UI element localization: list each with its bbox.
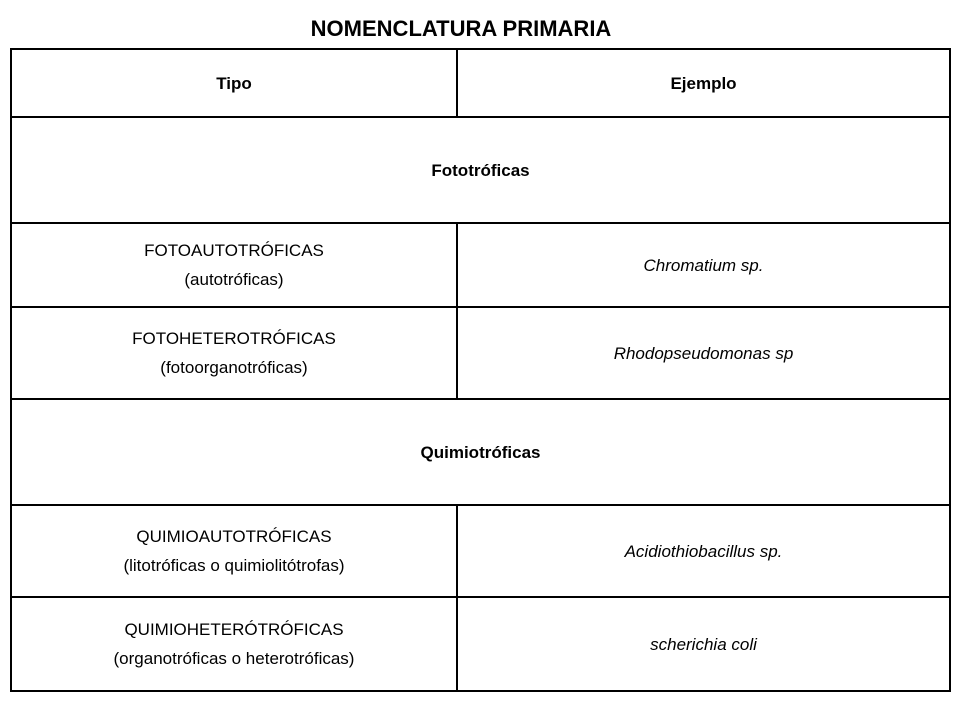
type-alias: (litotróficas o quimiolitótrofas) [123,556,345,575]
type-cell [11,223,457,307]
table-row [11,505,950,597]
type-cell [11,505,457,597]
section-label-fototroficas: Fototróficas [11,117,950,223]
example-cell: Chromatium sp. [457,223,950,307]
type-alias: (autotróficas) [184,270,284,289]
example-cell: scherichia coli [457,597,950,691]
type-name: FOTOAUTOTRÓFICAS [144,241,324,260]
type-name: QUIMIOAUTOTRÓFICAS [136,527,332,546]
type-name: QUIMIOHETERÓTRÓFICAS [124,620,344,639]
type-name: FOTOHETEROTRÓFICAS [132,329,336,348]
section-row-fototroficas [11,117,950,223]
table-row [11,307,950,399]
type-alias: (fotoorganotróficas) [160,358,308,377]
type-cell [11,597,457,691]
type-alias: (organotróficas o heterotróficas) [113,649,355,668]
page-title: NOMENCLATURA PRIMARIA [310,16,612,41]
section-label-quimiotroficas: Quimiotróficas [11,399,950,505]
header-ejemplo: Ejemplo [457,49,950,117]
nomenclature-table [10,48,951,692]
table-row [11,597,950,691]
type-cell [11,307,457,399]
header-tipo: Tipo [11,49,457,117]
section-row-quimiotroficas [11,399,950,505]
table-row [11,223,950,307]
example-cell: Rhodopseudomonas sp [457,307,950,399]
example-cell: Acidiothiobacillus sp. [457,505,950,597]
header-row [11,49,950,117]
